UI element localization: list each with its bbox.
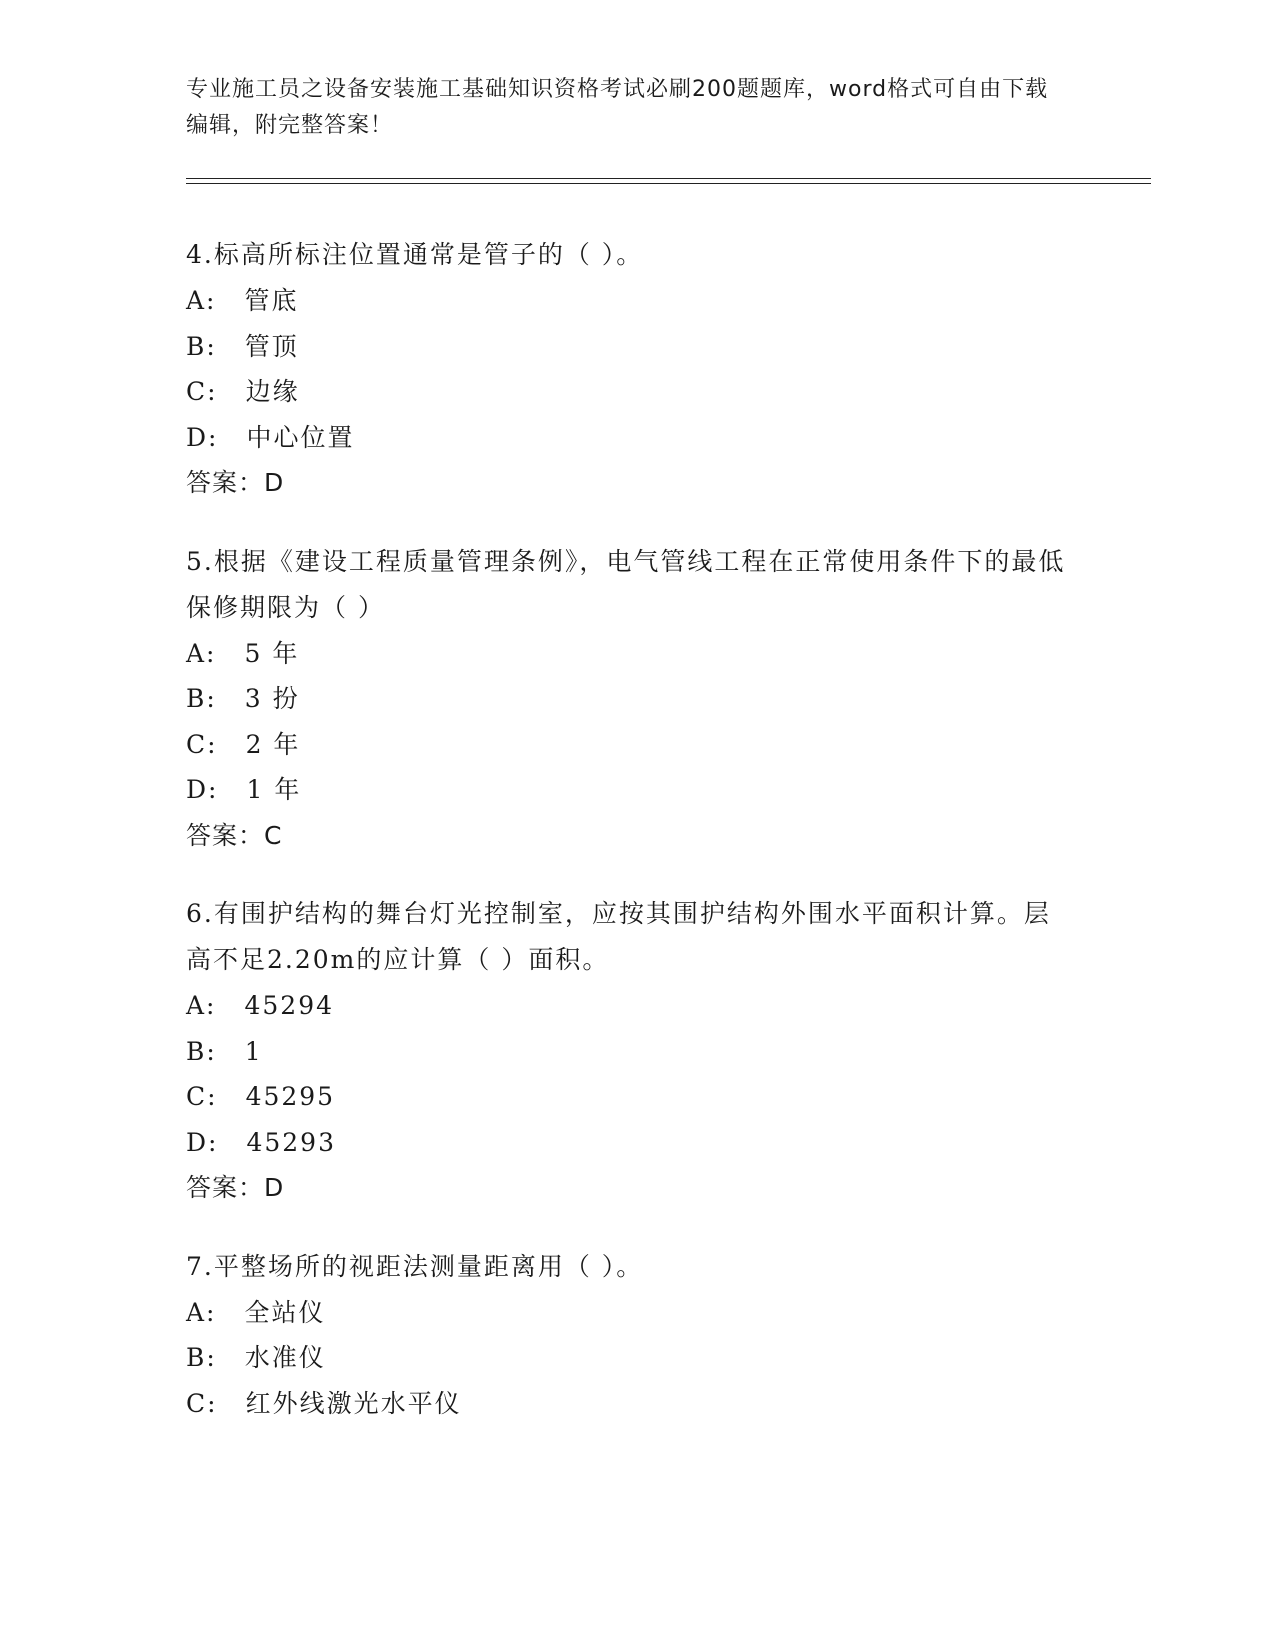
option-text: 管顶 [244,331,299,361]
question-text: 6.有围护结构的舞台灯光控制室，应按其围护结构外围水平面积计算。层高不足2.20m的应计算（ ）面积。 [186,899,1051,974]
option-text: 45294 [244,991,335,1020]
option-key: B: [186,1343,217,1372]
option-c [186,1381,1066,1427]
option-key: D: [186,1127,219,1157]
question-item [186,891,1066,1211]
option-key: C: [186,377,218,406]
option-text: 1 [244,1036,263,1066]
option-text: 红外线激光水平仪 [245,1388,462,1418]
question-list [186,232,1066,1459]
option-text: 2 年 [245,729,301,759]
option-c [186,722,1066,768]
option-text: 45295 [245,1082,336,1111]
header-divider-top [186,178,1151,179]
option-text: 5 年 [244,638,300,668]
option-text: 水准仪 [244,1343,326,1372]
option-key: B: [186,331,217,361]
answer-line: 答案：D [186,1173,285,1202]
header-divider-bottom [186,183,1151,184]
option-text: 3 扮 [244,684,300,713]
option-text: 中心位置 [246,422,355,452]
option-key: C: [186,1082,218,1111]
question-text: 5.根据《建设工程质量管理条例》，电气管线工程在正常使用条件下的最低保修期限为（ ） [186,546,1066,622]
option-b [186,1029,1066,1075]
option-b [186,676,1066,722]
option-key: D: [186,775,219,804]
option-d [186,767,1066,813]
option-text: 45293 [246,1127,336,1157]
option-b [186,324,1066,370]
document-header: 专业施工员之设备安装施工基础知识资格考试必刷200题题库，word格式可自由下载编辑，附完整答案！ [186,77,1049,138]
option-key: C: [186,1388,218,1418]
option-c [186,1074,1066,1120]
option-a [186,983,1066,1029]
option-key: D: [186,422,219,452]
option-key: A: [186,638,217,668]
option-a [186,1290,1066,1336]
answer-line: 答案：D [186,468,285,497]
option-text: 边缘 [245,377,300,406]
answer-line: 答案：C [186,820,283,850]
option-text: 管底 [244,286,299,315]
question-item [186,539,1066,859]
option-key: C: [186,729,218,759]
option-d [186,415,1066,461]
question-item [186,1244,1066,1427]
option-key: B: [186,1036,217,1066]
option-text: 全站仪 [244,1297,326,1327]
option-c [186,369,1066,415]
option-a [186,631,1066,677]
option-d [186,1120,1066,1166]
option-key: A: [186,286,217,315]
question-item [186,232,1066,506]
option-key: A: [186,991,217,1020]
option-b [186,1335,1066,1381]
option-key: A: [186,1297,217,1327]
question-text: 7.平整场所的视距法测量距离用（ ）。 [186,1251,644,1281]
option-a [186,278,1066,324]
question-text: 4.标高所标注位置通常是管子的（ ）。 [186,240,644,269]
option-key: B: [186,684,217,713]
option-text: 1 年 [246,775,302,804]
